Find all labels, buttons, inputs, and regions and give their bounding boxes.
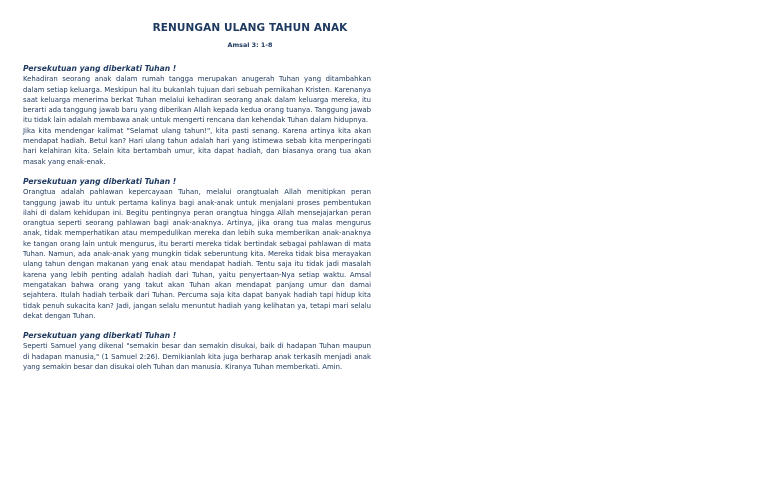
page-title: RENUNGAN ULANG TAHUN ANAK bbox=[152, 22, 348, 34]
section-1 bbox=[23, 64, 371, 167]
document-body bbox=[23, 64, 371, 382]
paragraph: Orangtua adalah pahlawan kepercayaan Tuhan, melalui orangtualah Allah menitipkan peran tanggung jawab itu untuk pertama kalinya bagi anak-anak untuk menjalani proses pembentukan ilahi di dalam kehidupan ini. Begitu pentingnya peran orangtua hingga Allah mensejajarkan peran orangtua seperti seorang pahlawan bagi anak-anaknya. Artinya, jika orang tua malas mengurus anak, tidak memperhatikan atau mempedulikan mereka dan lebih suka memberikan anak-anaknya ke tangan orang lain untuk mengurus, itu berarti mereka tidak bertindak sebagai pahlawan di mata Tuhan. Namun, ada anak-anak yang mungkin tidak seberuntung kita. Mereka tidak bisa merayakan ulang tahun dengan makanan yang enak atau mendapat hadiah. Tentu saja itu tidak jadi masalah karena yang lebih penting adalah hadiah dari Tuhan, yaitu penyertaan-Nya setiap waktu. Amsal mengatakan bahwa orang yang takut akan Tuhan akan mendapat panjang umur dan damai sejahtera. Itulah hadiah terbaik dari Tuhan. Percuma saja kita dapat banyak hadiah tapi hidup kita tidak penuh sukacita kan? Jadi, jangan selalu menuntut hadiah yang kelihatan ya, tetapi mari selalu dekat dengan Tuhan. bbox=[23, 188, 371, 320]
paragraph: Jika kita mendengar kalimat "Selamat ulang tahun!", kita pasti senang. Karena artinya kita akan mendapat hadiah. Betul kan? Hari ulang tahun adalah hari yang istimewa sebab kita menperingati hari kelahiran kita. Selain kita bertambah umur, kita dapat hadiah, dan biasanya orang tua akan masak yang enak-enak. bbox=[23, 126, 371, 166]
paragraph: Kehadiran seorang anak dalam rumah tangga merupakan anugerah Tuhan yang ditambahkan dalam setiap keluarga. Meskipun hal itu bukanlah tujuan dari sebuah pernikahan Kristen. Karenanya saat keluarga menerima berkat Tuhan melalui kehadiran seorang anak dalam keluarga mereka, itu berarti ada tanggung jawab baru yang diberikan Allah kepada kedua orang tuanya. Tanggung jawab itu tidak lain adalah membawa anak untuk mengerti rencana dan kehendak Tuhan dalam hidupnya. bbox=[23, 75, 371, 125]
section-heading: Persekutuan yang diberkati Tuhan ! bbox=[23, 64, 177, 73]
paragraph: Seperti Samuel yang dikenal "semakin besar dan semakin disukai, baik di hadapan Tuhan maupun di hadapan manusia," (1 Samuel 2:26). Demikianlah kita juga berharap anak terkasih menjadi anak yang semakin besar dan disukai oleh Tuhan dan manusia. Kiranya Tuhan memberkati. Amin. bbox=[23, 342, 371, 372]
section-heading: Persekutuan yang diberkati Tuhan ! bbox=[23, 331, 177, 341]
section-heading: Persekutuan yang diberkati Tuhan ! bbox=[23, 176, 177, 186]
section-3 bbox=[23, 331, 371, 372]
scripture-reference: Amsal 3: 1-8 bbox=[227, 41, 273, 49]
section-2 bbox=[23, 177, 371, 321]
